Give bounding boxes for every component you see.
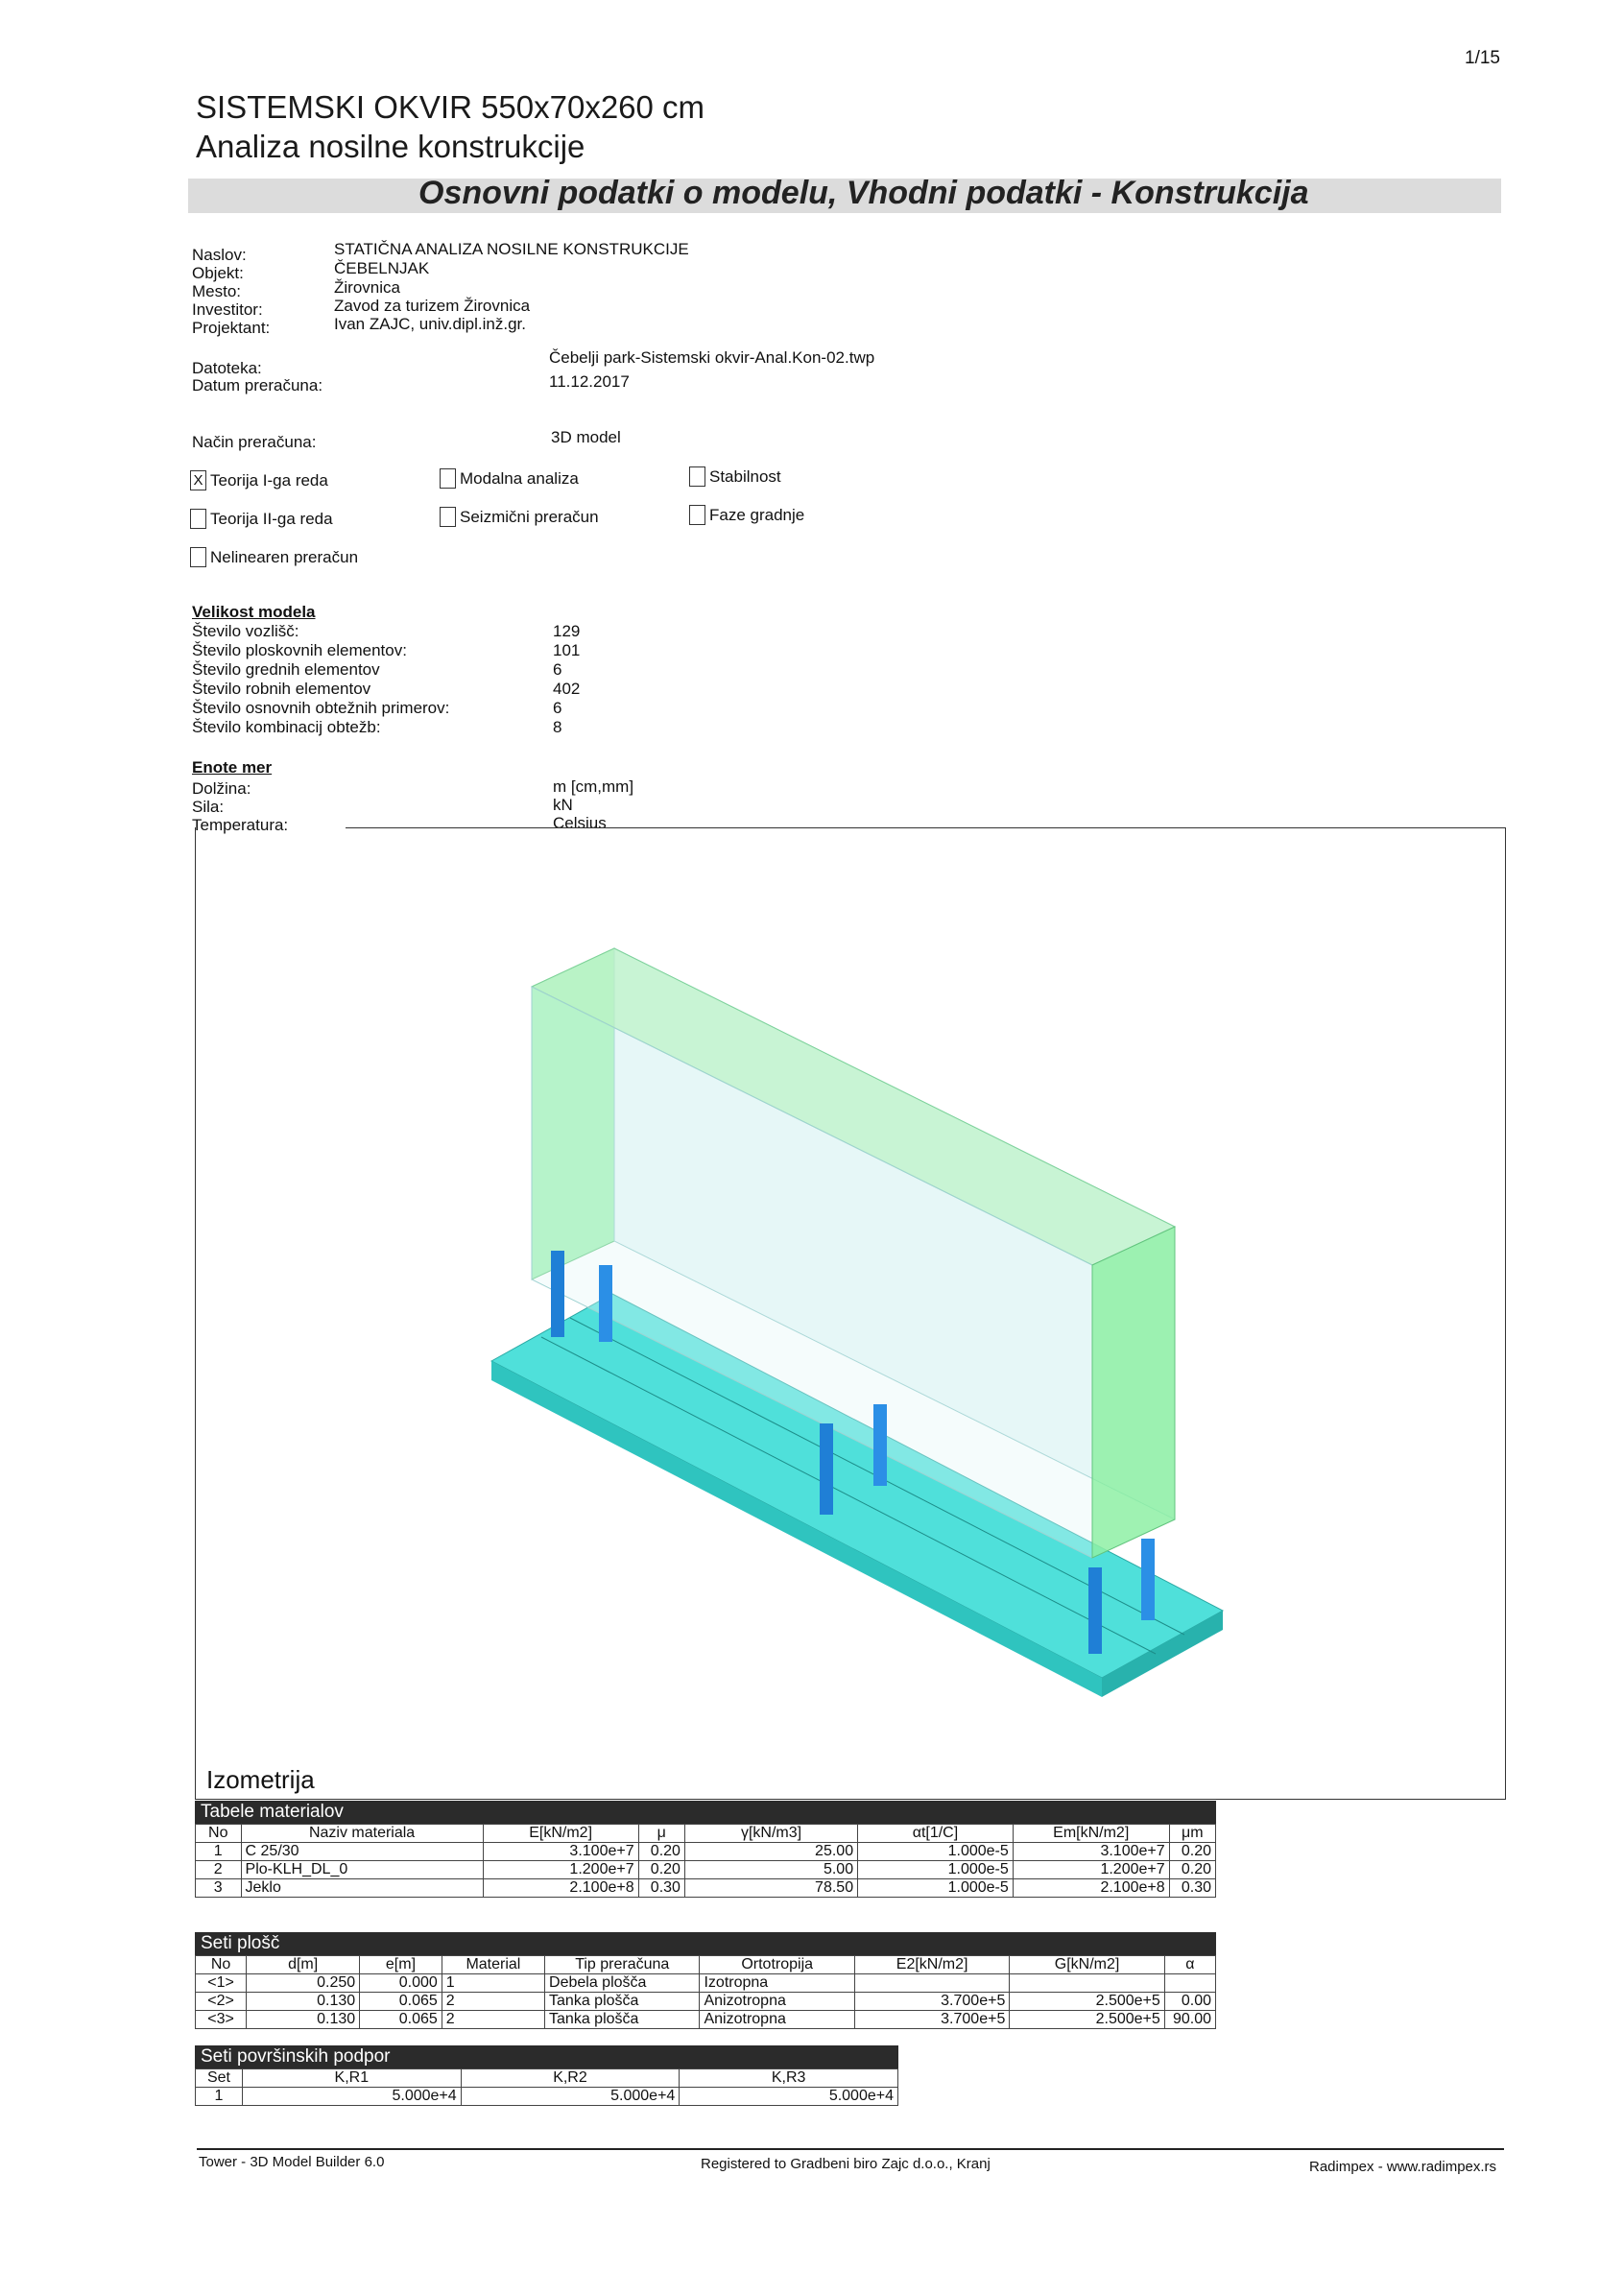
cell: Debela plošča xyxy=(545,1974,700,1993)
cell: 5.000e+4 xyxy=(461,2088,680,2106)
column xyxy=(1088,1567,1102,1654)
checkbox-mark xyxy=(689,466,705,487)
cell: 0.250 xyxy=(247,1974,360,1993)
label-mesto: Mesto: xyxy=(192,282,242,300)
cell xyxy=(854,1974,1009,1993)
cell: 1.200e+7 xyxy=(483,1861,638,1879)
value-naslov: STATIČNA ANALIZA NOSILNE KONSTRUKCIJE xyxy=(334,240,689,258)
cell: 1.200e+7 xyxy=(1013,1861,1169,1879)
table-row xyxy=(196,1861,1216,1879)
table-header-row xyxy=(196,1956,1216,1974)
col-header: Material xyxy=(442,1956,544,1974)
plates-caption: Seti plošč xyxy=(195,1932,1216,1955)
table-row xyxy=(196,1879,1216,1898)
checkbox-label: Teorija II-ga reda xyxy=(210,509,333,528)
col-header: Set xyxy=(196,2069,243,2088)
cell: 1.000e-5 xyxy=(858,1879,1014,1898)
velikost-label: Število grednih elementov xyxy=(192,660,380,679)
cell: 25.00 xyxy=(684,1843,857,1861)
table-header-row xyxy=(196,2069,898,2088)
label-datoteka: Datoteka: xyxy=(192,359,262,377)
velikost-label: Število kombinacij obtežb: xyxy=(192,718,381,736)
cell: 0.30 xyxy=(638,1879,684,1898)
cell: 3.100e+7 xyxy=(483,1843,638,1861)
enote-label: Dolžina: xyxy=(192,779,251,798)
page-number: 1/15 xyxy=(1465,48,1500,68)
document-title: SISTEMSKI OKVIR 550x70x260 cm xyxy=(196,89,705,125)
checkbox-seizmicni[interactable] xyxy=(440,507,599,527)
checkbox-label: Modalna analiza xyxy=(460,468,579,488)
value-investitor: Zavod za turizem Žirovnica xyxy=(334,297,531,315)
label-nacin: Način preračuna: xyxy=(192,433,317,451)
col-header: Em[kN/m2] xyxy=(1013,1825,1169,1843)
velikost-label: Število ploskovnih elementov: xyxy=(192,641,407,659)
cell: C 25/30 xyxy=(241,1843,483,1861)
table-row xyxy=(196,1993,1216,2011)
supports-table xyxy=(195,2068,898,2106)
cell: 2.100e+8 xyxy=(1013,1879,1169,1898)
col-header: e[m] xyxy=(360,1956,442,1974)
label-objekt: Objekt: xyxy=(192,264,244,282)
cell: 0.065 xyxy=(360,1993,442,2011)
col-header: Tip preračuna xyxy=(545,1956,700,1974)
velikost-value: 6 xyxy=(553,660,562,679)
velikost-label: Število osnovnih obtežnih primerov: xyxy=(192,699,450,717)
materials-caption: Tabele materialov xyxy=(195,1801,1216,1824)
checkbox-teorija1[interactable] xyxy=(190,470,328,490)
value-datoteka: Čebelji park-Sistemski okvir-Anal.Kon-02.twp xyxy=(549,348,875,367)
cell: 0.00 xyxy=(1164,1993,1215,2011)
col-header: Naziv materiala xyxy=(241,1825,483,1843)
cell: 1.000e-5 xyxy=(858,1843,1014,1861)
checkbox-mark: X xyxy=(190,470,206,490)
plates-table xyxy=(195,1955,1216,2029)
enote-value: Celsius xyxy=(553,814,607,832)
table-row xyxy=(196,1843,1216,1861)
velikost-value: 6 xyxy=(553,699,562,717)
cell: Tanka plošča xyxy=(545,1993,700,2011)
col-header: αt[1/C] xyxy=(858,1825,1014,1843)
checkbox-label: Nelinearen preračun xyxy=(210,547,359,566)
cell: 2 xyxy=(442,2011,544,2029)
column xyxy=(820,1423,833,1515)
footer-registration: Registered to Gradbeni biro Zajc d.o.o., Kranj xyxy=(701,2156,991,2172)
cell: 2.100e+8 xyxy=(483,1879,638,1898)
cell: 1 xyxy=(442,1974,544,1993)
checkbox-mark xyxy=(689,505,705,525)
table-row xyxy=(196,1974,1216,1993)
column xyxy=(551,1251,564,1337)
velikost-value: 101 xyxy=(553,641,581,659)
velikost-value: 402 xyxy=(553,680,581,698)
heading-enote: Enote mer xyxy=(192,758,273,777)
cell: 0.20 xyxy=(1169,1843,1215,1861)
cell: 90.00 xyxy=(1164,2011,1215,2029)
checkbox-label: Teorija I-ga reda xyxy=(210,470,328,490)
cell: Anizotropna xyxy=(700,1993,854,2011)
cell: 5.000e+4 xyxy=(680,2088,898,2106)
isometric-model-view xyxy=(196,828,1503,1798)
cell: Izotropna xyxy=(700,1974,854,1993)
cell: 3 xyxy=(196,1879,242,1898)
value-objekt: ČEBELNJAK xyxy=(334,259,430,277)
velikost-value: 8 xyxy=(553,718,562,736)
enote-value: m [cm,mm] xyxy=(553,777,634,796)
table-header-row xyxy=(196,1825,1216,1843)
cell: <1> xyxy=(196,1974,247,1993)
supports-caption: Seti površinskih podpor xyxy=(195,2045,898,2068)
value-mesto: Žirovnica xyxy=(334,278,400,297)
value-projektant: Ivan ZAJC, univ.dipl.inž.gr. xyxy=(334,315,526,333)
col-header: K,R3 xyxy=(680,2069,898,2088)
cell: Tanka plošča xyxy=(545,2011,700,2029)
col-header: Ortotropija xyxy=(700,1956,854,1974)
cell: 0.130 xyxy=(247,2011,360,2029)
col-header: γ[kN/m3] xyxy=(684,1825,857,1843)
enote-label: Sila: xyxy=(192,798,225,816)
cell xyxy=(1164,1974,1215,1993)
checkbox-stabilnost[interactable] xyxy=(689,466,781,487)
enote-label: Temperatura: xyxy=(192,816,289,834)
cell: 2 xyxy=(442,1993,544,2011)
col-header: No xyxy=(196,1956,247,1974)
label-datum: Datum preračuna: xyxy=(192,376,323,394)
cell: Anizotropna xyxy=(700,2011,854,2029)
checkbox-mark xyxy=(190,509,206,529)
value-nacin: 3D model xyxy=(551,428,621,446)
cell: 0.20 xyxy=(638,1843,684,1861)
cell: 0.000 xyxy=(360,1974,442,1993)
checkbox-label: Faze gradnje xyxy=(709,505,805,524)
checkbox-mark xyxy=(190,547,206,567)
cell: 0.065 xyxy=(360,2011,442,2029)
banner-text: Osnovni podatki o modelu, Vhodni podatki - Konstrukcija xyxy=(418,175,1309,211)
cell: 2.500e+5 xyxy=(1010,2011,1164,2029)
cell: 78.50 xyxy=(684,1879,857,1898)
column xyxy=(873,1404,887,1486)
checkbox-faze[interactable] xyxy=(689,505,804,525)
label-projektant: Projektant: xyxy=(192,319,271,337)
velikost-label: Število vozlišč: xyxy=(192,622,299,640)
col-header: E[kN/m2] xyxy=(483,1825,638,1843)
checkbox-mark xyxy=(440,468,456,489)
col-header: α xyxy=(1164,1956,1215,1974)
cell: Plo-KLH_DL_0 xyxy=(241,1861,483,1879)
cell: 0.130 xyxy=(247,1993,360,2011)
table-row xyxy=(196,2011,1216,2029)
velikost-label: Število robnih elementov xyxy=(192,680,371,698)
cell: 3.700e+5 xyxy=(854,2011,1009,2029)
checkbox-teorija2[interactable] xyxy=(190,509,333,529)
col-header: μ xyxy=(638,1825,684,1843)
cell: 0.20 xyxy=(638,1861,684,1879)
materials-table xyxy=(195,1824,1216,1898)
col-header: No xyxy=(196,1825,242,1843)
footer-line xyxy=(197,2148,1504,2150)
label-naslov: Naslov: xyxy=(192,246,247,264)
cell: 2 xyxy=(196,1861,242,1879)
velikost-value: 129 xyxy=(553,622,581,640)
enote-value: kN xyxy=(553,796,573,814)
document-subtitle: Analiza nosilne konstrukcije xyxy=(196,129,585,164)
cell: 3.100e+7 xyxy=(1013,1843,1169,1861)
col-header: K,R2 xyxy=(461,2069,680,2088)
col-header: G[kN/m2] xyxy=(1010,1956,1164,1974)
checkbox-modalna[interactable] xyxy=(440,468,579,489)
right-wall xyxy=(1092,1227,1175,1558)
cell: 2.500e+5 xyxy=(1010,1993,1164,2011)
checkbox-nelinearen[interactable] xyxy=(190,547,358,567)
cell: Jeklo xyxy=(241,1879,483,1898)
view-label: Izometrija xyxy=(206,1765,315,1794)
cell: 1.000e-5 xyxy=(858,1861,1014,1879)
col-header: d[m] xyxy=(247,1956,360,1974)
cell: 5.000e+4 xyxy=(243,2088,462,2106)
cell: 5.00 xyxy=(684,1861,857,1879)
value-datum: 11.12.2017 xyxy=(549,372,630,391)
col-header: E2[kN/m2] xyxy=(854,1956,1009,1974)
footer-vendor: Radimpex - www.radimpex.rs xyxy=(1309,2159,1497,2175)
checkbox-label: Seizmični preračun xyxy=(460,507,599,526)
cell: <3> xyxy=(196,2011,247,2029)
col-header: μm xyxy=(1169,1825,1215,1843)
column xyxy=(599,1265,612,1342)
checkbox-mark xyxy=(440,507,456,527)
cell: <2> xyxy=(196,1993,247,2011)
footer-software: Tower - 3D Model Builder 6.0 xyxy=(199,2154,385,2170)
checkbox-label: Stabilnost xyxy=(709,466,781,486)
heading-velikost: Velikost modela xyxy=(192,603,316,621)
cell: 0.20 xyxy=(1169,1861,1215,1879)
table-row xyxy=(196,2088,898,2106)
cell xyxy=(1010,1974,1164,1993)
column xyxy=(1141,1539,1155,1620)
cell: 3.700e+5 xyxy=(854,1993,1009,2011)
cell: 1 xyxy=(196,2088,243,2106)
col-header: K,R1 xyxy=(243,2069,462,2088)
cell: 1 xyxy=(196,1843,242,1861)
label-investitor: Investitor: xyxy=(192,300,263,319)
section-banner xyxy=(188,175,1501,213)
cell: 0.30 xyxy=(1169,1879,1215,1898)
